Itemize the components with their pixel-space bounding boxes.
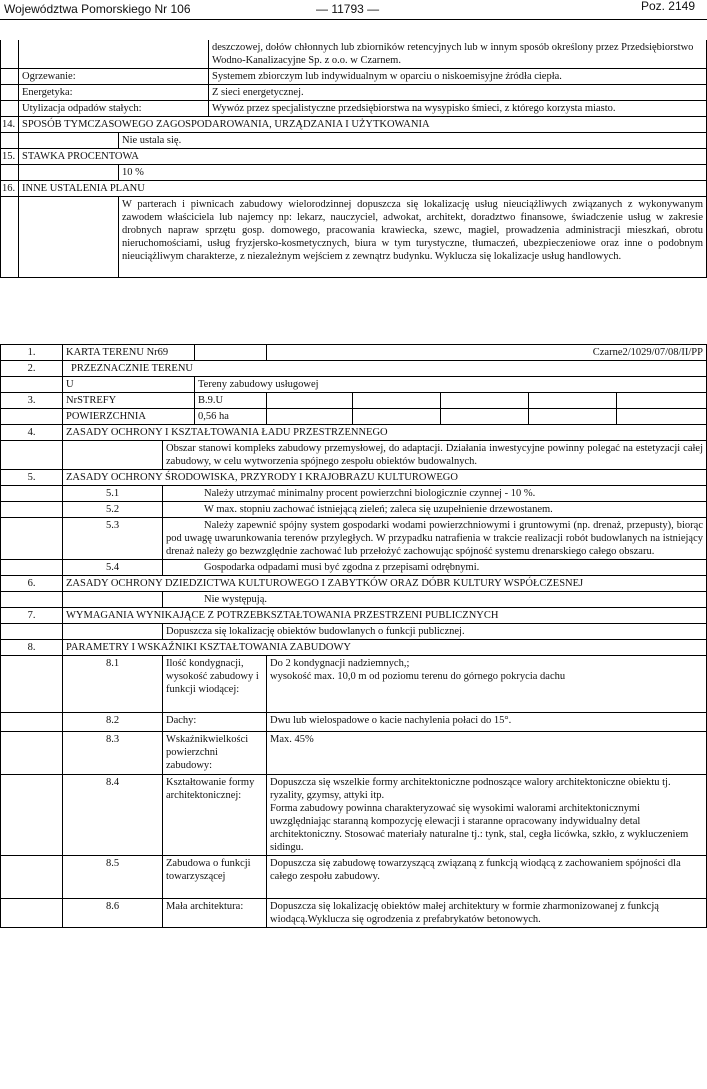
parameter-value: Dopuszcza się zabudowę towarzyszącą związaną z funkcją wiodącą z zachowaniem spójności dla całego zespołu zabudowy. — [267, 856, 707, 899]
symbol-label: U — [63, 377, 195, 393]
table-row — [1, 361, 707, 377]
section-title: ZASADY OCHRONY DZIEDZICTWA KULTUROWEGO I ZABYTKÓW ORAZ DÓBR KULTURY WSPÓŁCZESNEJ — [63, 576, 707, 592]
section-value: 10 % — [119, 165, 707, 181]
table-row — [1, 518, 707, 560]
table-row — [1, 181, 707, 197]
table-row — [1, 441, 707, 470]
table-row — [1, 624, 707, 640]
section-value: Dopuszcza się lokalizację obiektów budowlanych o funkcji publicznej. — [163, 624, 707, 640]
subsection-value: W max. stopniu zachować istniejącą zieleń; zaleca się uzupełnienie drzewostanem. — [163, 502, 707, 518]
table-row — [1, 117, 707, 133]
energy-value: Z sieci energetycznej. — [209, 85, 707, 101]
table-row — [1, 713, 707, 732]
row-number: 1. — [1, 345, 63, 361]
table-row — [1, 899, 707, 928]
parameter-line: Forma zabudowy powinna charakteryzować się wysokimi walorami architektonicznymi uwzględniając staranną kompozycję elewacji i staranne opracowany indywidualny detal architektoniczny. Stosować materiały naturalne tj.: tynk, stal, cegła licówka, szkło, z wykluczeniem sidingu. — [270, 803, 689, 853]
table-row — [1, 101, 707, 117]
zone-value: B.9.U — [195, 393, 267, 409]
table-row — [1, 608, 707, 624]
page-header — [0, 0, 707, 20]
section-title: WYMAGANIA WYNIKAJĄCE Z POTRZEBKSZTAŁTOWANIA PRZESTRZENI PUBLICZNYCH — [63, 608, 707, 624]
section-title: SPOSÓB TYMCZASOWEGO ZAGOSPODAROWANIA, URZĄDZANIA I UŻYTKOWANIA — [19, 117, 707, 133]
table-row — [1, 393, 707, 409]
parameter-line: Dopuszcza się wszelkie formy architektoniczne podnoszące walory architektoniczne obiektu tj. ryzality, gzymsy, attyki itp. — [270, 777, 671, 801]
subsection-value: Gospodarka odpadami musi być zgodna z przepisami odrębnymi. — [163, 560, 707, 576]
plan-table-continued — [0, 40, 707, 278]
section-value: W parterach i piwnicach zabudowy wielorodzinnej dopuszcza się lokalizację usług nieuciążliwych związanych z wykonywanym zawodem właściciela lub najemcy np: lekarz, nauczyciel, adwokat, architekt, doradztwo finansowe, świadczenie usług w zakresie drobnych napraw sprzętu gosp. domowego, pracowania krawiecka, szewc, magiel, prowadzenia administracji mieszkań, obrotu nieruchomościami, usług fryzjersko-kosmetycznych, biura w tym turystyczne, tłumaczeń, ubezpieczeniowe oraz inne o podobnym nieuciążliwym charakterze, z niezależnym wejściem z zewnątrz budynku. Wyklucza się lokalizacje usług handlowych. — [119, 197, 707, 278]
table-row — [1, 165, 707, 181]
table-row — [1, 470, 707, 486]
subsection-number: 5.1 — [63, 486, 163, 502]
row-number: 5. — [1, 470, 63, 486]
section-title: STAWKA PROCENTOWA — [19, 149, 707, 165]
page-number: — 11793 — — [316, 2, 380, 16]
table-row — [1, 775, 707, 856]
card-title: KARTA TERENU Nr69 — [63, 345, 195, 361]
table-row — [1, 425, 707, 441]
waste-label: Utylizacja odpadów stałych: — [19, 101, 209, 117]
parameter-value — [267, 656, 707, 713]
table-row — [1, 409, 707, 425]
table-row — [1, 560, 707, 576]
table-row — [1, 656, 707, 713]
heating-label: Ogrzewanie: — [19, 69, 209, 85]
section-title: PRZEZNACZNIE TERENU — [63, 361, 707, 377]
parameter-line: wysokość max. 10,0 m od poziomu terenu do górnego pokrycia dachu — [270, 671, 566, 682]
area-label: POWIERZCHNIA — [63, 409, 195, 425]
section-title: ZASADY OCHRONY I KSZTAŁTOWANIA ŁADU PRZESTRZENNEGO — [63, 425, 707, 441]
parameter-label: Ilość kondygnacji, wysokość zabudowy i funkcji wiodącej: — [163, 656, 267, 713]
subsection-number: 5.4 — [63, 560, 163, 576]
section-number: 14. — [1, 117, 19, 133]
parameter-value: Max. 45% — [267, 732, 707, 775]
row-number: 7. — [1, 608, 63, 624]
row-number: 3. — [1, 393, 63, 409]
table-row — [1, 85, 707, 101]
parameter-label: Kształtowanie formy architektonicznej: — [163, 775, 267, 856]
row-number: 2. — [1, 361, 63, 377]
row-number: 6. — [1, 576, 63, 592]
parameter-value: Dwu lub wielospadowe o kacie nachylenia połaci do 15°. — [267, 713, 707, 732]
table-row — [1, 149, 707, 165]
section-title: PARAMETRY I WSKAŹNIKI KSZTAŁTOWANIA ZABUDOWY — [63, 640, 707, 656]
card-code: Czarne2/1029/07/08/II/PP — [267, 345, 707, 361]
table-row — [1, 69, 707, 85]
rainwater-text: deszczowej, dołów chłonnych lub zbiorników retencyjnych lub w innym sposób określony przez Przedsiębiorstwo Wodno-Kanalizacyjne Sp. z o.o. w Czarnem. — [209, 40, 707, 69]
waste-value: Wywóz przez specjalistyczne przedsiębiorstwa na wysypisko śmieci, z którego korzysta miasto. — [209, 101, 707, 117]
parameter-label: Dachy: — [163, 713, 267, 732]
subsection-number: 5.2 — [63, 502, 163, 518]
section-value: Nie ustala się. — [119, 133, 707, 149]
parameter-line: Do 2 kondygnacji nadziemnych,; — [270, 658, 410, 669]
table-row — [1, 732, 707, 775]
parameter-number: 8.3 — [63, 732, 163, 775]
parameter-number: 8.6 — [63, 899, 163, 928]
table-row — [1, 856, 707, 899]
heating-value: Systemem zbiorczym lub indywidualnym w oparciu o niskoemisyjne źródła ciepła. — [209, 69, 707, 85]
section-value: Obszar stanowi kompleks zabudowy przemysłowej, do adaptacji. Działania inwestycyjne powinny polegać na estetyzacji całej zabudowy, w celu wytworzenia spójnego zespołu obiektów budowalnych. — [163, 441, 707, 470]
parameter-label: Zabudowa o funkcji towarzyszącej — [163, 856, 267, 899]
parameter-label: Wskaźnikwielkości powierzchni zabudowy: — [163, 732, 267, 775]
area-value: 0,56 ha — [195, 409, 267, 425]
table-row — [1, 486, 707, 502]
subsection-value: Należy utrzymać minimalny procent powierzchni biologicznie czynnej - 10 %. — [163, 486, 707, 502]
row-number: 8. — [1, 640, 63, 656]
section-title: INNE USTALENIA PLANU — [19, 181, 707, 197]
energy-label: Energetyka: — [19, 85, 209, 101]
position-number: Poz. 2149 — [640, 0, 695, 13]
section-number: 15. — [1, 149, 19, 165]
parameter-value — [267, 775, 707, 856]
section-title: ZASADY OCHRONY ŚRODOWISKA, PRZYRODY I KRAJOBRAZU KULTUROWEGO — [63, 470, 707, 486]
table-row — [1, 133, 707, 149]
subsection-value: Należy zapewnić spójny system gospodarki wodami powierzchniowymi i gruntowymi (np. drenaż, przepusty), biorąc pod uwagę uwarunkowania terenów przyległych. W przypadku natrafienia w trakcie realizacji robót budowlanych na istniejący drenaż należy go bezwzględnie zachować lub przełożyć zachowując spójność systemu drenarskiego całego obszaru. — [163, 518, 707, 560]
section-value: Nie występują. — [163, 592, 707, 608]
parameter-label: Mała architektura: — [163, 899, 267, 928]
table-row — [1, 345, 707, 361]
row-number: 4. — [1, 425, 63, 441]
table-row — [1, 377, 707, 393]
table-row — [1, 592, 707, 608]
section-number: 16. — [1, 181, 19, 197]
table-row — [1, 40, 707, 69]
parameter-number: 8.1 — [63, 656, 163, 713]
parameter-number: 8.2 — [63, 713, 163, 732]
header-rule — [0, 19, 707, 20]
journal-title: Województwa Pomorskiego Nr 106 — [4, 2, 191, 16]
parameter-number: 8.5 — [63, 856, 163, 899]
parameter-value: Dopuszcza się lokalizację obiektów małej architektury w formie zharmonizowanej z funkcją wiodącą.Wyklucza się ogrodzenia z prefabrykatów betonowych. — [267, 899, 707, 928]
zone-label: NrSTREFY — [63, 393, 195, 409]
table-row — [1, 502, 707, 518]
symbol-value: Tereny zabudowy usługowej — [195, 377, 707, 393]
table-row — [1, 640, 707, 656]
table-row — [1, 197, 707, 278]
table-row — [1, 576, 707, 592]
land-card-table — [0, 344, 707, 928]
parameter-number: 8.4 — [63, 775, 163, 856]
subsection-number: 5.3 — [63, 518, 163, 560]
